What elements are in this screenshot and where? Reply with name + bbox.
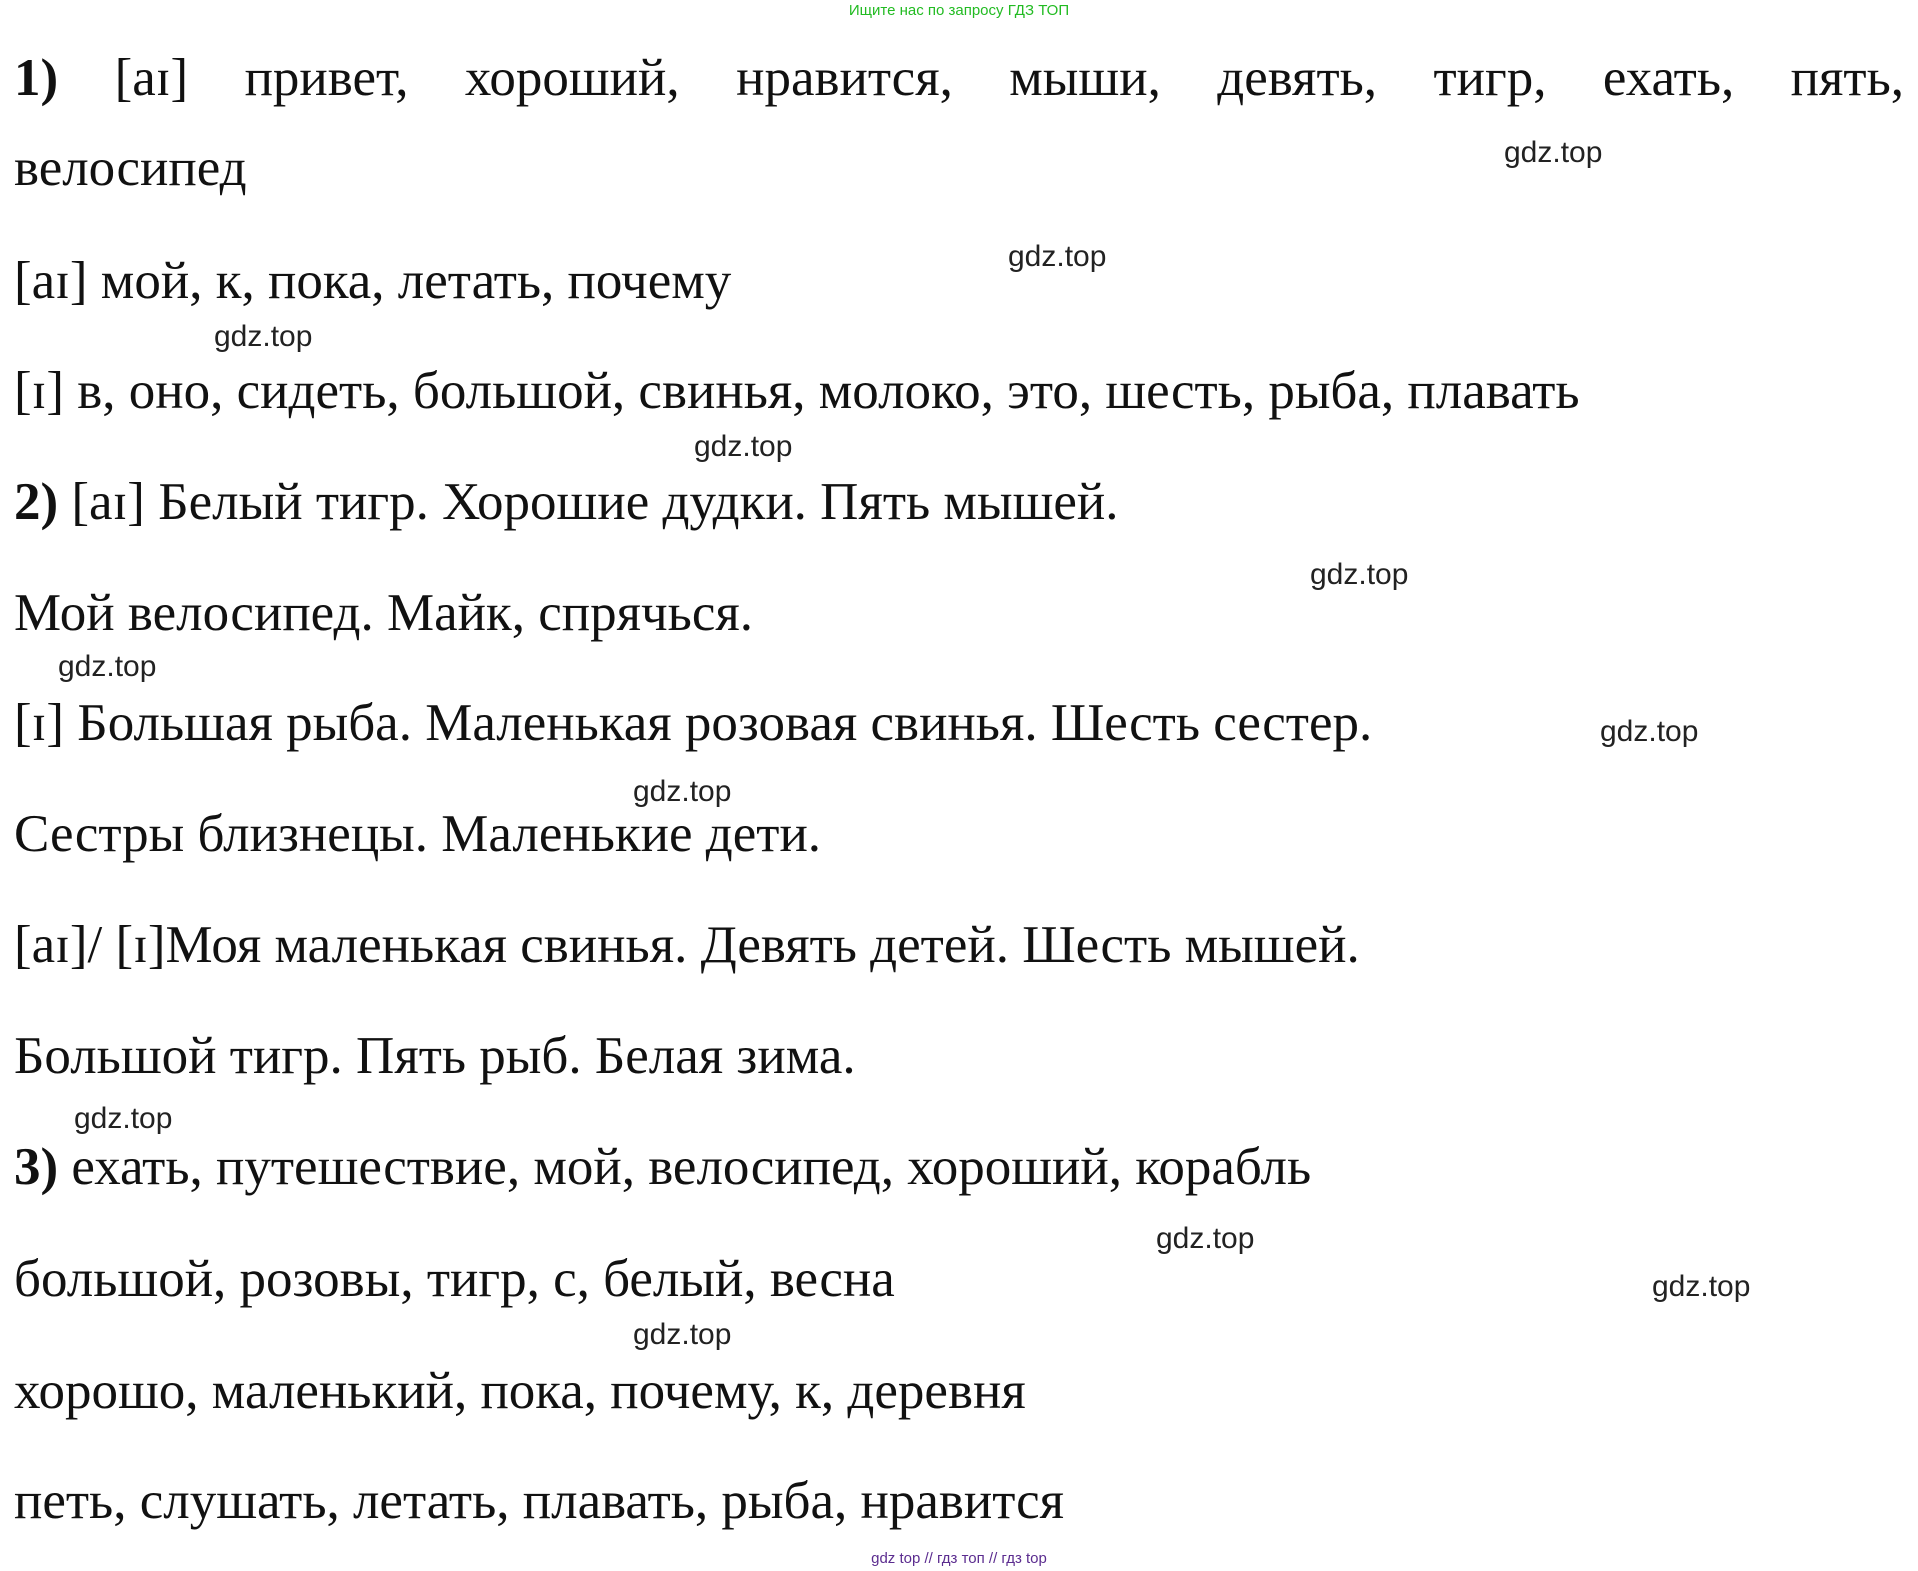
answer-text-3: [aɪ] мой, к, пока, летать, почему <box>14 252 732 310</box>
answer-line-3 <box>14 252 732 310</box>
section-number-2: 2) <box>14 473 59 531</box>
answer-line-14 <box>14 1472 1064 1530</box>
answer-line-8 <box>14 805 822 863</box>
answer-text-13: хорошо, маленький, пока, почему, к, деревня <box>14 1362 1026 1420</box>
answer-line-4 <box>14 362 1580 420</box>
answer-line-9 <box>14 916 1360 974</box>
watermark: gdz.top <box>58 650 157 683</box>
answer-text-8: Сестры близнецы. Маленькие дети. <box>14 805 822 863</box>
answer-line-13 <box>14 1362 1026 1420</box>
answer-line-11 <box>14 1138 1312 1196</box>
answer-text-10: Большой тигр. Пять рыб. Белая зима. <box>14 1027 856 1085</box>
watermark: gdz.top <box>633 1318 732 1351</box>
watermark: gdz.top <box>1310 558 1409 591</box>
answer-text-12: большой, розовы, тигр, с, белый, весна <box>14 1250 895 1308</box>
watermark: gdz.top <box>1504 136 1603 169</box>
answer-text-6: Мой велосипед. Майк, спрячься. <box>14 584 753 642</box>
answer-line-10 <box>14 1027 856 1085</box>
answer-text-7: [ɪ] Большая рыба. Маленькая розовая свинья. Шесть сестер. <box>14 694 1373 752</box>
answer-text-5: [aɪ] Белый тигр. Хорошие дудки. Пять мышей. <box>71 473 1119 531</box>
answer-text-14: петь, слушать, летать, плавать, рыба, нравится <box>14 1472 1064 1530</box>
answer-line-2 <box>14 139 247 197</box>
answer-text-4: [ɪ] в, оно, сидеть, большой, свинья, молоко, это, шесть, рыба, плавать <box>14 362 1580 420</box>
section-number-1: 1) <box>14 49 59 107</box>
answer-line-1 <box>14 49 1905 107</box>
section-number-3: 3) <box>14 1138 59 1196</box>
watermark: gdz.top <box>214 320 313 353</box>
answer-text-2: велосипед <box>14 139 247 197</box>
watermark: gdz.top <box>1156 1222 1255 1255</box>
header-search-note: Ищите нас по запросу ГДЗ ТОП <box>848 2 1070 19</box>
watermark: gdz.top <box>1008 240 1107 273</box>
answer-text-9: [aɪ]/ [ɪ]Моя маленькая свинья. Девять детей. Шесть мышей. <box>14 916 1360 974</box>
answer-text-1: [aɪ] привет, хороший, нравится, мыши, девять, тигр, ехать, пять, <box>114 49 1905 107</box>
answer-line-5 <box>14 473 1119 531</box>
watermark: gdz.top <box>633 775 732 808</box>
answer-line-7 <box>14 694 1373 752</box>
watermark: gdz.top <box>1652 1270 1751 1303</box>
answer-text-11: ехать, путешествие, мой, велосипед, хороший, корабль <box>71 1138 1312 1196</box>
watermark: gdz.top <box>694 430 793 463</box>
answer-line-6 <box>14 584 753 642</box>
watermark: gdz.top <box>74 1102 173 1135</box>
footer-note: gdz top // гдз топ // гдз top <box>871 1550 1047 1567</box>
watermark: gdz.top <box>1600 715 1699 748</box>
answer-line-12 <box>14 1250 895 1308</box>
